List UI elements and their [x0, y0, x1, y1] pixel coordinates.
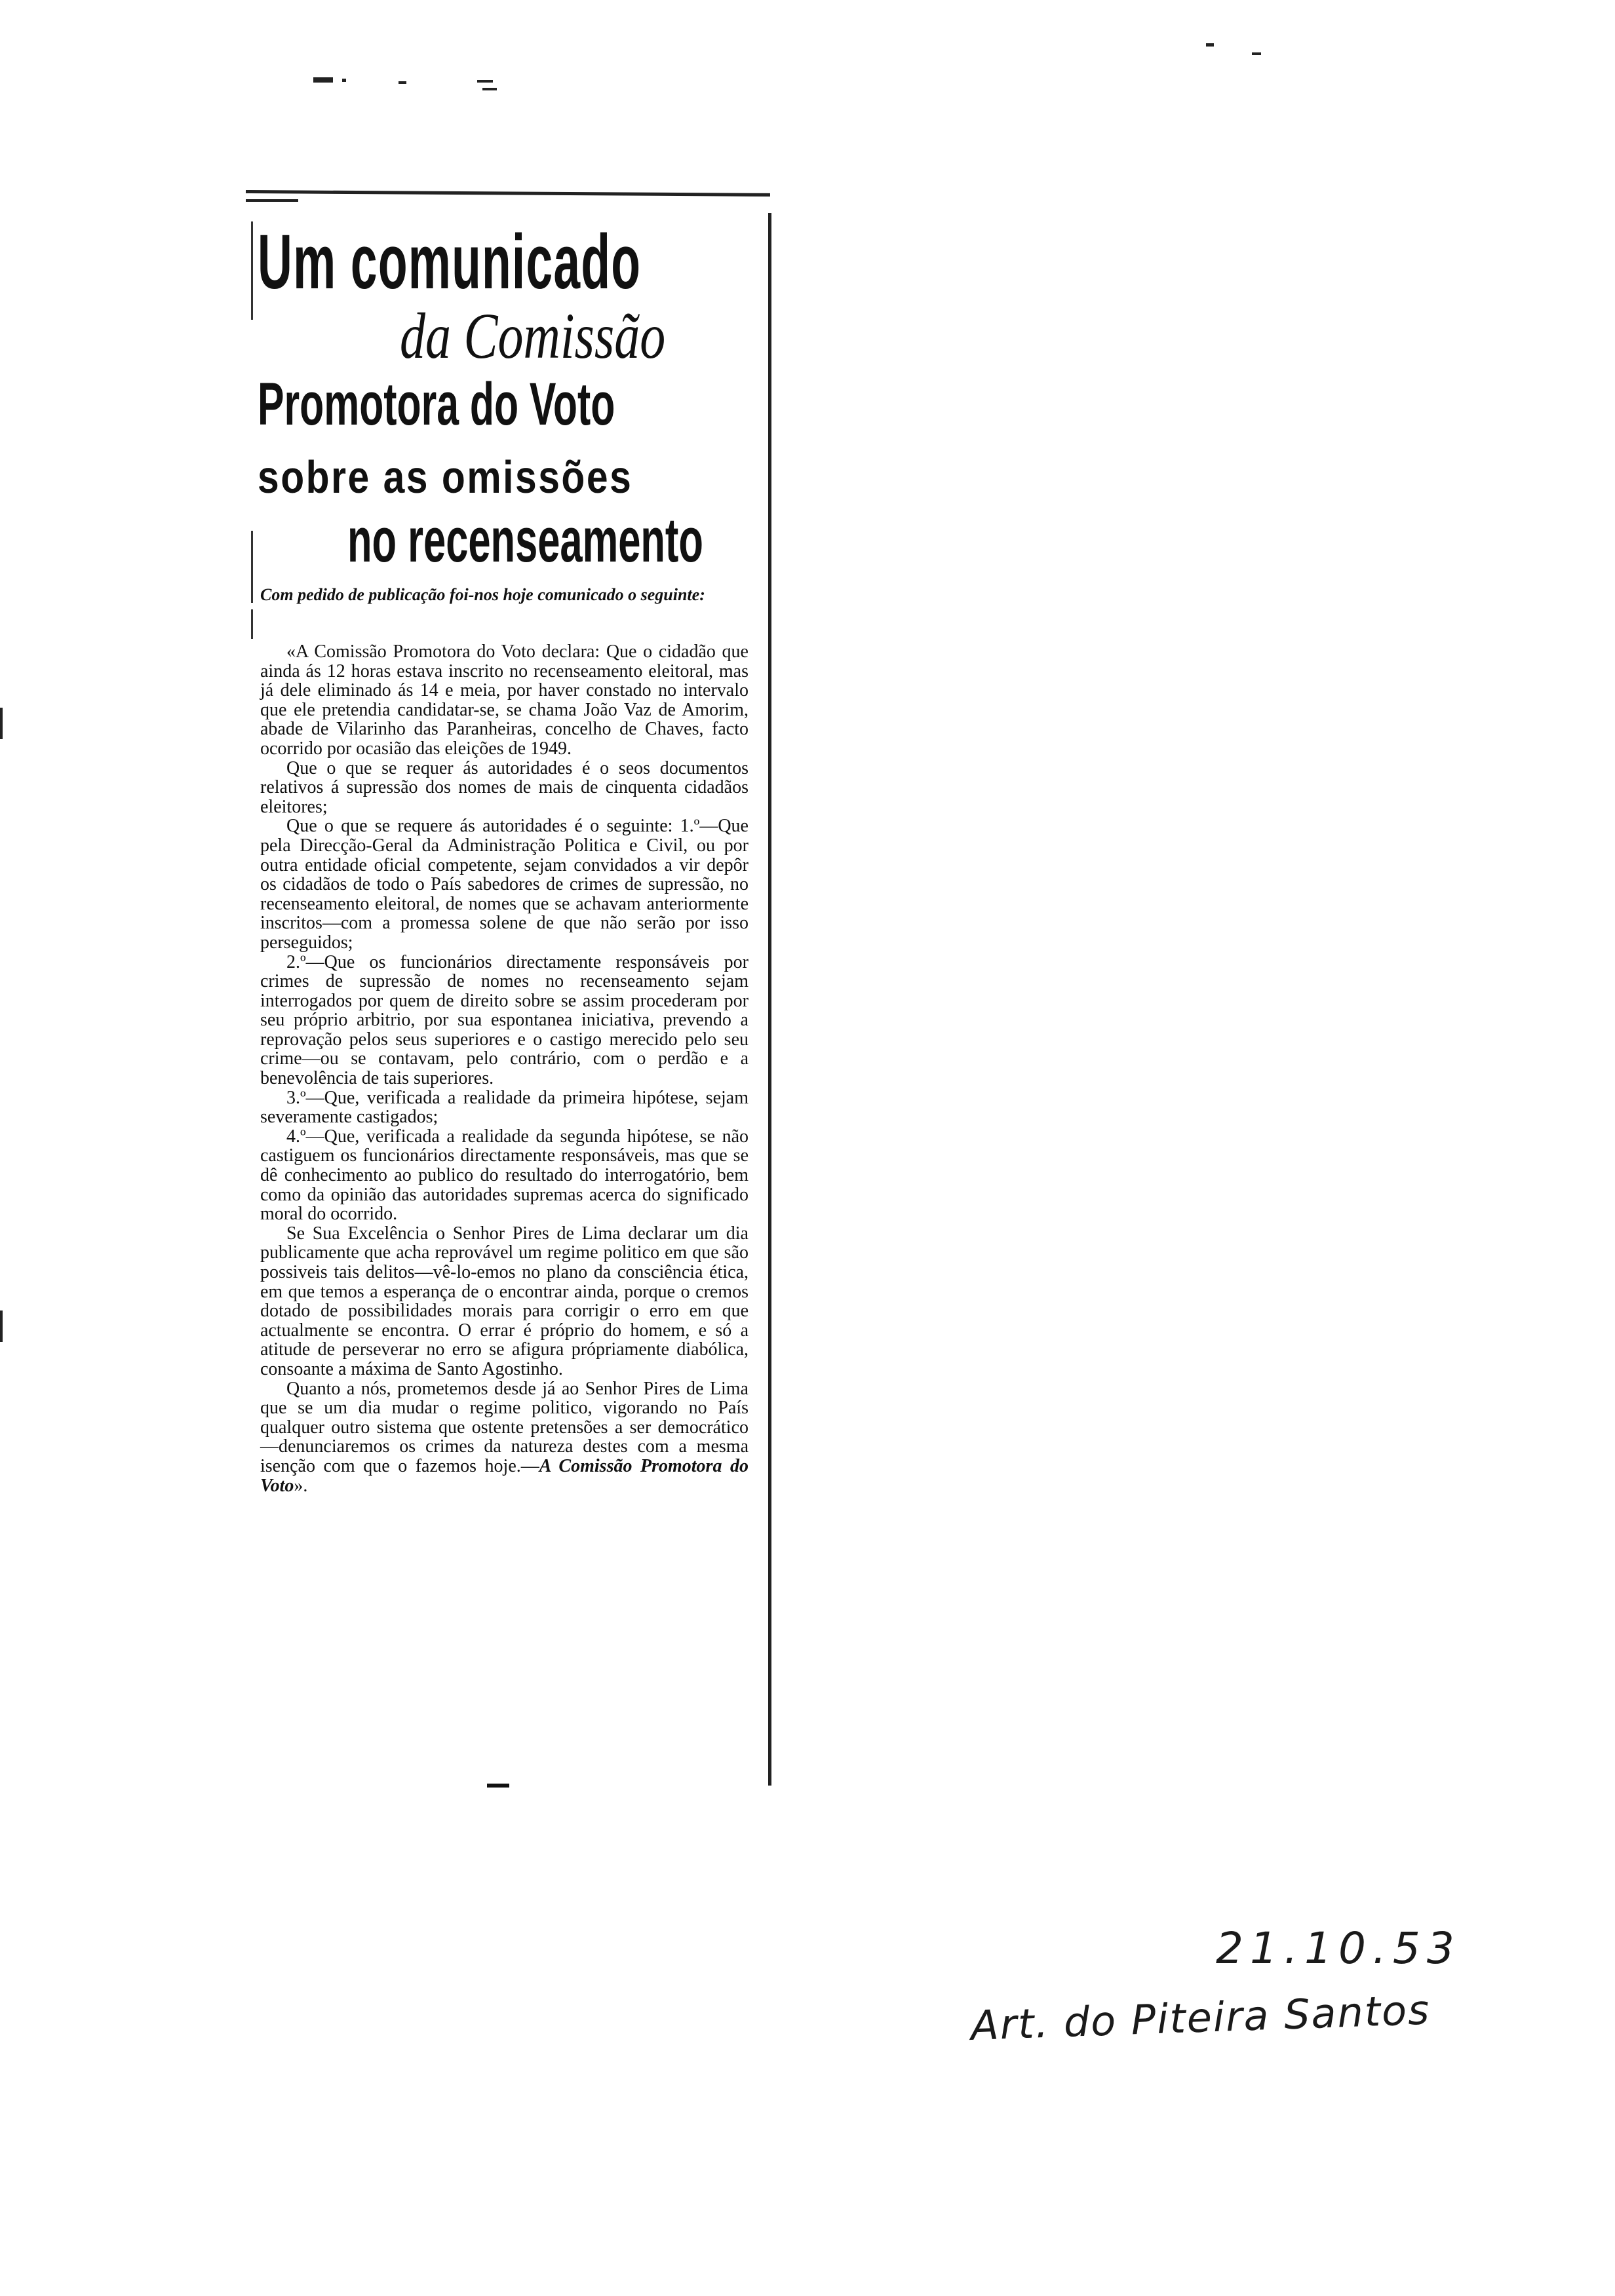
article-paragraph-tail: ». — [294, 1475, 308, 1496]
newspaper-clipping — [246, 190, 777, 1789]
scan-speck — [1252, 52, 1261, 55]
scan-margin-mark — [0, 1311, 3, 1342]
article-paragraph: 3.º—Que, verificada a realidade da primeira hipótese, sejam severamente castigados; — [260, 1087, 749, 1128]
headline-line-3: Promotora do Voto — [258, 371, 615, 438]
headline-line-2: da Comissão — [400, 299, 666, 372]
article-paragraph: «A Comissão Promotora do Voto declara: Que o cidadão que ainda ás 12 horas estava inscrito no recenseamento eleitoral, mas já dele eliminado ás 14 e meia, por haver constado no intervalo que ele pretendia candidatar-se, se chama João Vaz de Amorim, abade de Vilarinho das Paranheiras, concelho de Chaves, facto ocorrido por ocasião das eleições de 1949. — [260, 641, 749, 759]
scan-speck — [482, 88, 497, 90]
scan-speck — [313, 77, 333, 83]
headline-line-1: Um comunicado — [258, 219, 642, 305]
scan-margin-mark — [0, 708, 3, 739]
scan-speck — [1206, 43, 1214, 47]
clipping-top-rule — [246, 190, 770, 197]
article-paragraph: Que o que se requer ás autoridades é o seos documentos relativos á supressão dos nomes de mais de cinquenta cidadãos eleitores; — [260, 757, 749, 817]
headline-line-5: no recenseamento — [347, 505, 703, 575]
article-signature: A Comissão Promotora do Voto — [260, 1455, 749, 1496]
article-paragraph: Que o que se requere ás autoridades é o seguinte: 1.º—Que pela Direcção-Geral da Administração Politica e Civil, ou por outra entidade oficial competente, sejam convidados a vir depôr os cidadãos de todo o País sabedores de crimes de supressão, no recenseamento eleitoral, de nomes que se achavam anteriormente inscritos—com a promessa solene de que não serão por isso perseguidos; — [260, 816, 749, 953]
end-dash — [487, 1784, 509, 1788]
headline-line-4: sobre as omissões — [258, 451, 633, 503]
clipping-left-rule — [251, 609, 253, 639]
clipping-left-rule — [251, 531, 253, 603]
clipping-left-rule — [251, 221, 253, 320]
handwritten-date: 21.10.53 — [1216, 1923, 1461, 1974]
scan-speck — [477, 80, 493, 83]
article-paragraph: Se Sua Excelência o Senhor Pires de Lima declarar um dia publicamente que acha reprovável um regime politico em que são possiveis tais delitos—vê-lo-emos no plano da consciência ética, em que temos a esperança de o encontrar ainda, porque o cremos dotado de possibilidades morais para corrigir o erro em que actualmente se encontra. O errar é próprio do homem, e só a atitude de perseverar no erro se afigura própriamente diabólica, consoante a máxima de Santo Agostinho. — [260, 1223, 749, 1379]
article-paragraph: 2.º—Que os funcionários directamente responsáveis por crimes de supressão de nomes no recenseamento sejam interrogados por quem de direito sobre se assim procederam por seu próprio arbitrio, por sua espontanea iniciativa, prevendo a reprovação pelos seus superiores e o castigo merecido pelo seu crime—ou se contavam, pelo contrário, com o perdão e a benevolência de tais superiores. — [260, 951, 749, 1089]
article-body — [260, 642, 749, 1495]
article-intro: Com pedido de publicação foi-nos hoje comunicado o seguinte: — [260, 585, 705, 604]
handwritten-note: Art. do Piteira Santos — [970, 1985, 1431, 2050]
clipping-top-rule-short — [246, 199, 298, 202]
article-paragraph-final — [260, 1379, 749, 1496]
article-paragraph: 4.º—Que, verificada a realidade da segunda hipótese, se não castiguem os funcionários directamente responsáveis, mas que se dê conhecimento ao publico do resultado do interrogatório, bem como da opinião das autoridades supremas acerca do significado moral do ocorrido. — [260, 1126, 749, 1225]
clipping-right-rule — [768, 213, 771, 1786]
scan-speck — [399, 81, 406, 84]
scan-speck — [342, 79, 346, 82]
article-paragraph-text: Quanto a nós, prometemos desde já ao Senhor Pires de Lima que se um dia mudar o regime politico, vigorando no País qualquer outro sistema que ostente pretensões a ser democrático—denunciaremos os crimes da natureza destes com a mesma isenção com que o fazemos hoje.— — [260, 1378, 749, 1476]
